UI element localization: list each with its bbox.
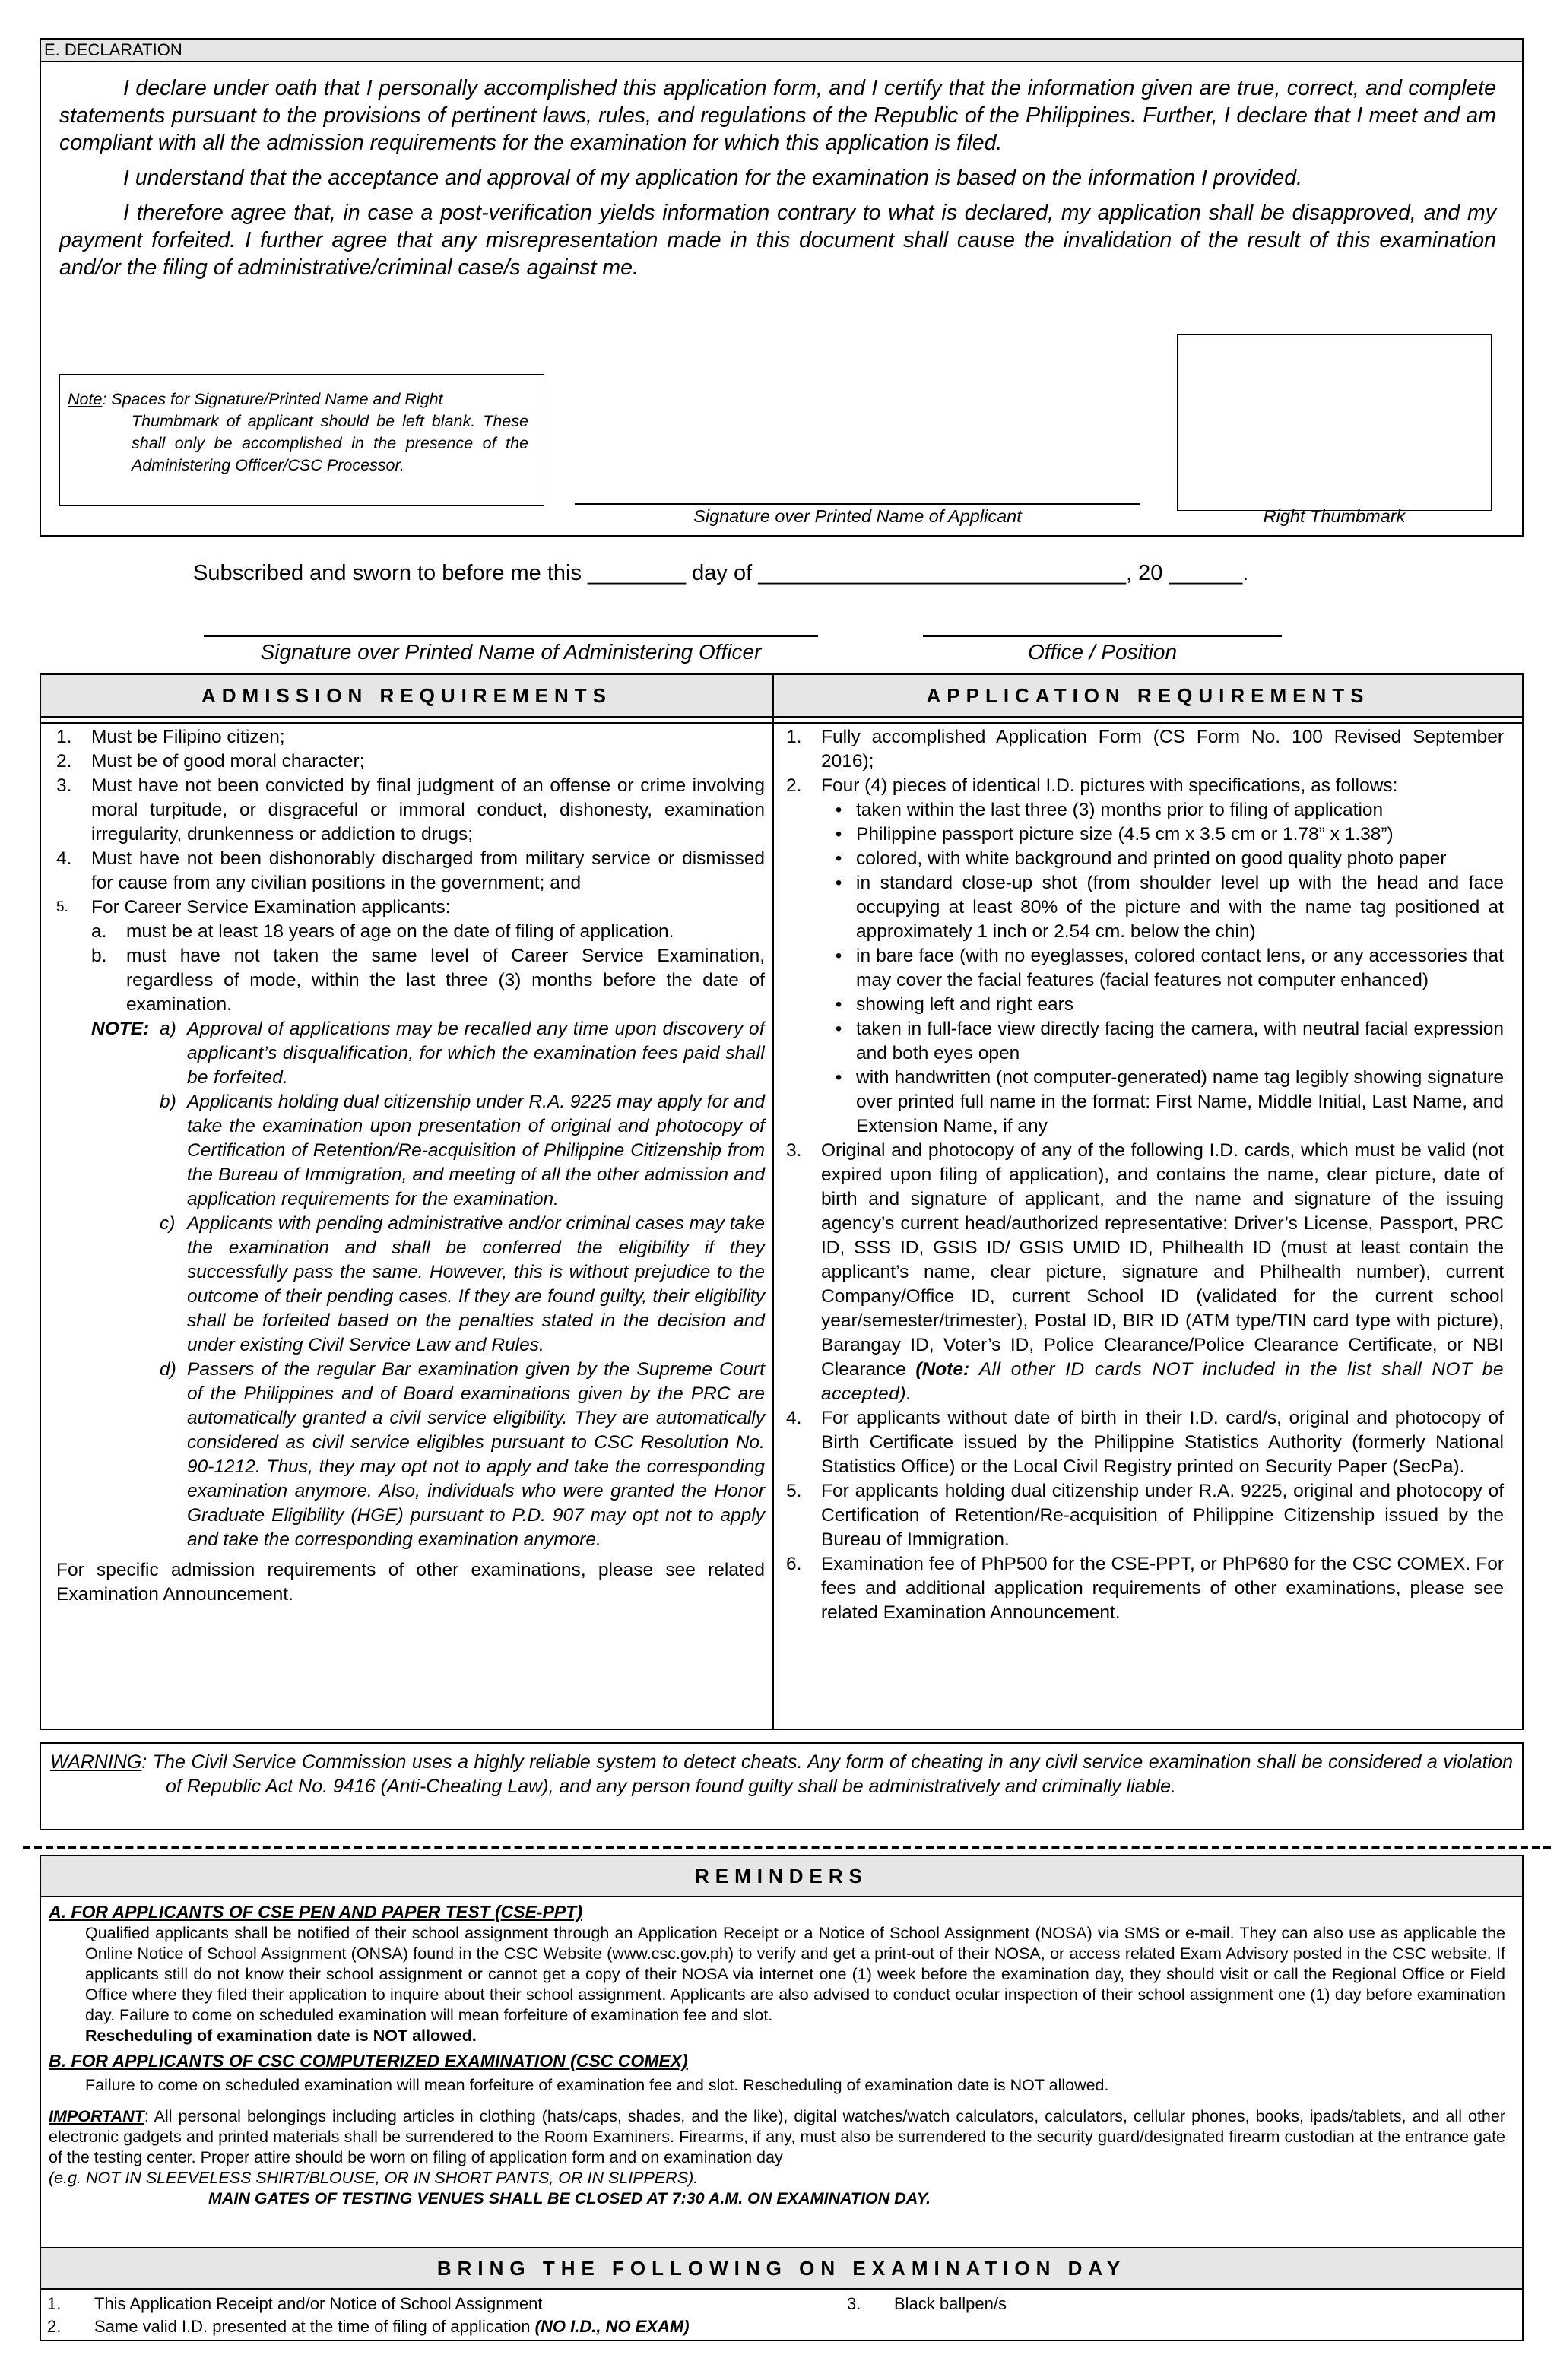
declaration-note-box: Note: Spaces for Signature/Printed Name and Right Thumbmark of applicant should be left blank. These shall only be accomplished in the presence of the Administering Officer/CSC Processor.: [59, 374, 544, 506]
reminders-body: [49, 1900, 1505, 2209]
thumbmark-label: Right Thumbmark: [1263, 506, 1406, 526]
list-item: 5. For applicants holding dual citizenship under R.A. 9225, original and photocopy of Certification of Retention/Re-acquisition of Philippine Citizenship issued by the Bureau of Immigration.: [786, 1481, 1504, 1550]
declaration-paragraph: I declare under oath that I personally accomplished this application form, and I certify that the information given are true, correct, and complete statements pursuant to the provisions of pertinent laws, rules, and regulations of the Republic of the Philippines. Further, I declare that I meet and am compliant with all the admission requirements for the examination for which this application is filed.: [59, 76, 1496, 155]
list-item: 6. Examination fee of PhP500 for the CSE-PPT, or PhP680 for the CSC COMEX. For fees and additional application requirements of other examinations, please see related Examination Announcement.: [786, 1554, 1504, 1623]
column-divider: [772, 675, 774, 1729]
list-item: 4. Must have not been dishonorably discharged from military service or dismissed for cause from any civilian positions in the government; and: [56, 848, 765, 893]
bullet-item: • with handwritten (not computer-generated) name tag legibly showing signature over printed full name in the format: First Name, Middle Initial, Last Name, and Extension Name, if any: [821, 1066, 1504, 1139]
bullet-icon: •: [835, 1019, 842, 1039]
application-header: APPLICATION REQUIREMENTS: [774, 675, 1522, 718]
bring-item: 1. This Application Receipt and/or Notice of School Assignment: [47, 2294, 543, 2313]
admission-header: ADMISSION REQUIREMENTS: [41, 675, 772, 718]
declaration-paragraph: I understand that the acceptance and approval of my application for the examination is based on the information I provided.: [123, 166, 1303, 190]
bullet-icon: •: [835, 848, 842, 869]
admission-footer: For specific admission requirements of other examinations, please see related Examination Announcement.: [56, 1560, 765, 1605]
reminder-b-title: B. FOR APPLICANTS OF CSC COMPUTERIZED EXAMINATION (CSC COMEX): [49, 2051, 688, 2071]
admission-note: NOTE: a) Approval of applications may be recalled any time upon discovery of applicant’s disqualification, for which the examination fees paid shall be forfeited.: [91, 1019, 765, 1088]
applicant-signature-line: [575, 503, 1140, 505]
declaration-paragraph: I therefore agree that, in case a post-verification yields information contrary to what is declared, my application shall be disapproved, and my payment forfeited. I further agree that any misrepresentation made in this document shall cause the invalidation of the result of this examination and/or the filing of administrative/criminal case/s against me.: [59, 201, 1496, 280]
important-text: IMPORTANT: All personal belongings including articles in clothing (hats/caps, shades, and the like), digital watches/watch calculators, calculators, cellular phones, books, ipads/tablets, and all other electronic gadgets and printed materials shall be surrendered to the Room Examiners. Firearms, if any, must also be surrendered to the security guard/designated firearm custodian at the entrance gate of the testing center. Proper attire should be worn on filing of application form and on examination day (e.g. NOT IN SLEEVELESS SHIRT/BLOUSE, OR IN SHORT PANTS, OR IN SLIPPERS).: [49, 2107, 1505, 2187]
admission-list: [56, 725, 765, 1607]
bullet-item: • colored, with white background and printed on good quality photo paper: [821, 847, 1504, 871]
declaration-section: [40, 38, 1524, 537]
bullet-item: • taken within the last three (3) months prior to filing of application: [821, 798, 1504, 822]
admission-note: d) Passers of the regular Bar examination given by the Supreme Court of the Philippines and of Board examinations given by the PRC are automatically granted a civil service eligibility. They are automatically considered as civil service eligibles pursuant to CSC Resolution No. 90-1212. Thus, they may opt not to apply and take the corresponding examination anymore. Also, individuals who were granted the Honor Graduate Eligibility (HGE) pursuant to P.D. 907 may opt not to apply and take the corresponding examination anymore.: [160, 1359, 765, 1550]
bullet-item: • Philippine passport picture size (4.5 cm x 3.5 cm or 1.78” x 1.38”): [821, 822, 1504, 847]
sworn-statement: Subscribed and sworn to before me this ________ day of ______________________________, 20 ______.: [193, 561, 1249, 585]
id-picture-specs: [786, 798, 1504, 1139]
bullet-icon: •: [835, 946, 842, 966]
declaration-header: E. DECLARATION: [41, 40, 1522, 62]
bring-item: 3. Black ballpen/s: [847, 2294, 1007, 2313]
header-gap-line: [41, 722, 1522, 724]
reminder-b-text: Failure to come on scheduled examination will mean forfeiture of examination fee and slot. Rescheduling of examination date is NOT allowed.: [85, 2076, 1109, 2094]
bullet-icon: •: [835, 1067, 842, 1088]
bullet-item: • in standard close-up shot (from shoulder level up with the head and face occupying at least 80% of the picture and with the name tag positioned at approximately 1 inch or 2.54 cm. below the chin): [821, 871, 1504, 944]
reminders-section: [40, 1855, 1524, 2248]
office-position-label: Office / Position: [1027, 640, 1178, 664]
sub-list-item: a. must be at least 18 years of age on the date of filing of application.: [91, 921, 674, 942]
bullet-icon: •: [835, 800, 842, 820]
applicant-signature-label: Signature over Printed Name of Applicant: [693, 506, 1022, 526]
officer-signature-label: Signature over Printed Name of Administering Officer: [260, 640, 762, 664]
reminder-a-text: Qualified applicants shall be notified of their school assignment through an Application Receipt or a Notice of School Assignment (NOSA) via SMS or e-mail. They can also use as applicable the Online Notice of School Assignment (ONSA) found in the CSC Website (www.csc.gov.ph) to verify and get a print-out of their NOSA, or access related Exam Advisory posted in the CSC website. If applicants still do not know their school assignment or cannot get a copy of their NOSA via internet one (1) week before the examination day, they should visit or call the Regional Office or Field Office where they filed their application to inquire about their school assignment. Applicants are also advised to conduct ocular inspection of their school assignment one (1) day before examination day. Failure to come on scheduled examination will mean forfeiture of examination fee and slot. Rescheduling of examination date is NOT allowed.: [85, 1924, 1505, 2045]
reminders-header: REMINDERS: [41, 1856, 1522, 1897]
bullet-icon: •: [835, 824, 842, 845]
list-item: 2. Must be of good moral character;: [56, 751, 365, 772]
bring-header: BRING THE FOLLOWING ON EXAMINATION DAY: [41, 2248, 1522, 2290]
list-item: 3. Must have not been convicted by final judgment of an offense or crime involving moral turpitude, or disgraceful or immoral conduct, dishonesty, examination irregularity, drunkenness or addiction to drugs;: [56, 775, 765, 845]
officer-signature-line: [204, 635, 818, 637]
list-item: 2. Four (4) pieces of identical I.D. pictures with specifications, as follows:: [786, 775, 1398, 796]
list-item: 3. Original and photocopy of any of the following I.D. cards, which must be valid (not expired upon filing of application), and contains the name, clear picture, date of birth and signature of applicant, and the name and signature of the issuing agency’s current head/authorized representative: Driver’s License, Passport, PRC ID, SSS ID, GSIS ID/ GSIS UMID ID, Philhealth ID (must at least contain the applicant’s name, clear picture, signature and Philhealth number), current Company/Office ID, current School ID (validated for the current school year/semester/trimester), Postal ID, BIR ID (ATM type/TIN card type with picture), Barangay ID, Voter’s ID, Police Clearance/Police Clearance Certificate, or NBI Clearance (Note: All other ID cards NOT included in the list shall NOT be accepted).: [786, 1140, 1504, 1404]
warning-label: WARNING: [50, 1751, 142, 1773]
list-item: 5. For Career Service Examination applicants:: [56, 897, 451, 917]
bullet-item: • showing left and right ears: [821, 993, 1504, 1017]
bullet-item: • in bare face (with no eyeglasses, colored contact lens, or any accessories that may cover the facial features (facial features not computer enhanced): [821, 944, 1504, 993]
bullet-icon: •: [835, 873, 842, 893]
list-item: 1. Fully accomplished Application Form (CS Form No. 100 Revised September 2016);: [786, 727, 1504, 772]
warning-box: [40, 1742, 1524, 1830]
bring-item: 2. Same valid I.D. presented at the time of filing of application (NO I.D., NO EXAM): [47, 2317, 690, 2336]
admission-note: c) Applicants with pending administrative and/or criminal cases may take the examination and shall be conferred the eligibility if they successfully pass the same. However, this is without prejudice to the outcome of their pending cases. If they are found guilty, their eligibility shall be forfeited based on the penalties stated in the decision and under existing Civil Service Law and Rules.: [160, 1213, 765, 1355]
reminder-a-title: A. FOR APPLICANTS OF CSE PEN AND PAPER TEST (CSE-PPT): [49, 1902, 582, 1922]
sub-list-item: b. must have not taken the same level of Career Service Examination, regardless of mode, within the last three (3) months before the date of examination.: [91, 946, 765, 1015]
application-list: [786, 725, 1504, 1625]
warning-text: : The Civil Service Commission uses a highly reliable system to detect cheats. Any form of cheating in any civil service examination shall be considered a violation of Republic Act No. 9416 (Anti-Cheating Law), and any person found guilty shall be administratively and criminally liable.: [141, 1751, 1513, 1797]
bullet-icon: •: [835, 994, 842, 1015]
declaration-body: [59, 74, 1496, 281]
requirements-table: [40, 673, 1524, 1730]
office-position-line: [923, 635, 1282, 637]
list-item: 1. Must be Filipino citizen;: [56, 727, 285, 747]
thumbmark-box: [1177, 334, 1492, 511]
bring-section: [40, 2247, 1524, 2341]
cut-line: [23, 1846, 1551, 1849]
bullet-item: • taken in full-face view directly facing the camera, with neutral facial expression and both eyes open: [821, 1017, 1504, 1066]
gates-closing-notice: MAIN GATES OF TESTING VENUES SHALL BE CLOSED AT 7:30 A.M. ON EXAMINATION DAY.: [208, 2189, 931, 2207]
note-label: Note: [68, 390, 103, 408]
admission-note: b) Applicants holding dual citizenship under R.A. 9225 may apply for and take the examination upon presentation of original and photocopy of Certification of Retention/Re-acquisition of Philippine Citizenship from the Bureau of Immigration, and meeting of all the other admission and application requirements for the examination.: [160, 1092, 765, 1209]
list-item: 4. For applicants without date of birth in their I.D. card/s, original and photocopy of Birth Certificate issued by the Philippine Statistics Authority (formerly National Statistics Office) or the Local Civil Registry printed on Security Paper (SecPa).: [786, 1408, 1504, 1477]
